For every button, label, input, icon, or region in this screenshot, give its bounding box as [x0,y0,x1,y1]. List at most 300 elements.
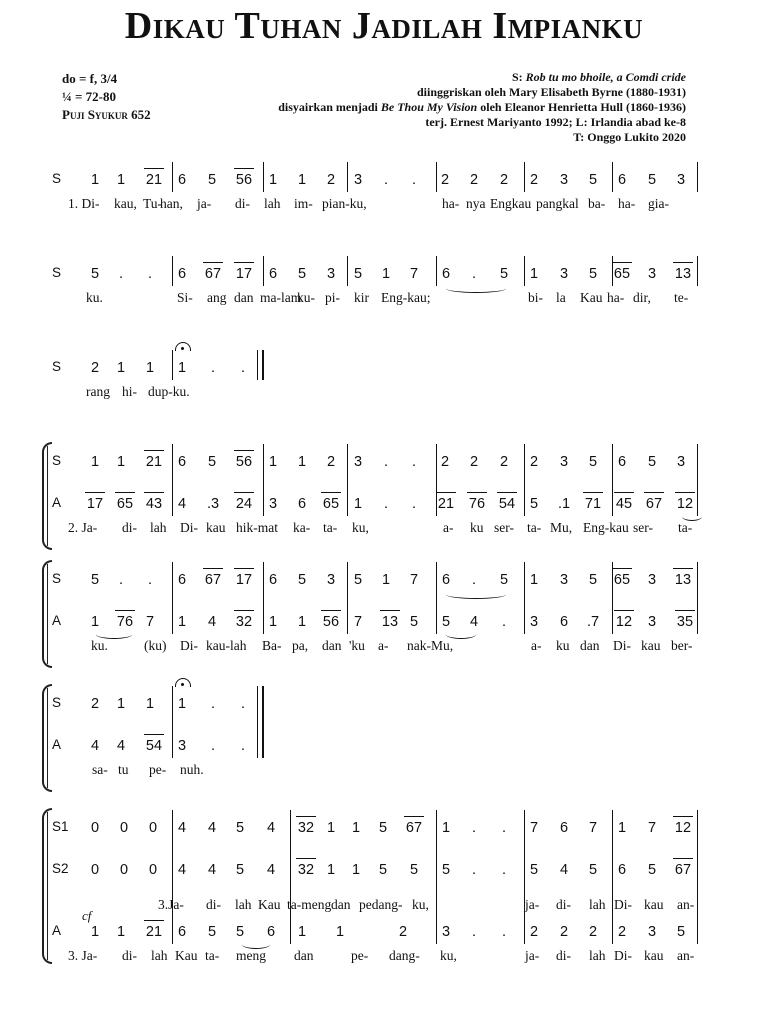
note: 3 [559,266,569,282]
note: . [471,862,477,878]
voice-row [0,168,768,192]
note: 67 [204,266,222,282]
lyric-syllable: kau [641,638,661,653]
note: 6 [268,572,278,588]
note: 1 [145,696,155,712]
note: 1 [116,360,126,376]
note: 5 [297,266,307,282]
beam-line [296,858,316,859]
lyric-syllable: dan [331,897,351,912]
lyric-syllable: dang- [389,948,420,963]
note: 1 [268,172,278,188]
note: 5 [235,820,245,836]
voice-label: A [52,613,62,628]
bar-line [263,444,264,516]
lyric-syllable: pa, [292,638,309,653]
note: 7 [409,266,419,282]
lyric-syllable: ba- [588,196,606,211]
beam-line [497,492,517,493]
lyric-syllable: hi- [122,384,137,399]
bar-line [263,256,264,286]
lyric-syllable: pian-ku, [322,196,367,211]
note: 6 [617,454,627,470]
voice-label: A [52,923,62,938]
bar-line [524,162,525,192]
lyric-syllable: Mu, [550,520,573,535]
lyric-syllable: ku, [352,520,369,535]
beam-line [234,168,254,169]
lyric-syllable: Di- [180,520,198,535]
note: . [210,696,216,712]
lyric-line [0,196,768,216]
beam-line [614,492,634,493]
note: 13 [674,266,692,282]
lyric-syllable: an- [677,948,695,963]
note: 4 [207,862,217,878]
lyric-syllable: di- [235,196,250,211]
lyric-syllable: pe- [351,948,369,963]
note: 1 [529,266,539,282]
note: 67 [405,820,423,836]
note: . [501,924,507,940]
note: 56 [235,454,253,470]
voice-row [0,816,768,840]
note: . [383,172,389,188]
beam-line [115,610,135,611]
lyric-syllable: ku. [91,638,108,653]
note: 1 [297,924,307,940]
note: 5 [529,496,539,512]
note: 4 [207,614,217,630]
note: 35 [676,614,694,630]
note: 13 [381,614,399,630]
lyric-syllable: lah [150,520,167,535]
note: 0 [148,820,158,836]
bar-line [612,162,613,192]
lyric-syllable: (ku) [144,638,167,653]
lyric-syllable: kir [354,290,369,305]
beam-line [144,168,164,169]
lyric-line [0,520,768,540]
lyric-line [0,948,768,968]
lyric-syllable: ta- [527,520,542,535]
note: 6 [617,862,627,878]
note: 2 [529,172,539,188]
lyric-syllable: Kau [175,948,198,963]
lyric-syllable: la [556,290,566,305]
song-title: Dikau Tuhan Jadilah Impianku [124,5,644,47]
note: 4 [266,862,276,878]
lyric-syllable: 2. Ja- [68,520,98,535]
note: 3 [441,924,451,940]
beam-line [234,610,254,611]
bar-line [697,810,698,944]
note: 4 [469,614,479,630]
note: 12 [674,820,692,836]
note: 3 [559,572,569,588]
beam-line [675,492,695,493]
note: 2 [529,924,539,940]
fermata-mark [175,342,191,351]
note: 17 [235,572,253,588]
final-barline [257,686,264,758]
note: 6 [617,172,627,188]
voice-label: S [52,453,62,468]
note: 65 [613,572,631,588]
note: 45 [615,496,633,512]
note: . [147,266,153,282]
bar-line [612,256,613,286]
note: 7 [145,614,155,630]
note: 1 [268,614,278,630]
note: 4 [266,820,276,836]
final-barline [257,350,264,380]
lyric-syllable: nya [466,196,486,211]
beam-line [612,568,632,569]
note: 13 [674,572,692,588]
note: 5 [588,862,598,878]
note: 3 [529,614,539,630]
lyric-syllable: hik-mat [236,520,278,535]
note: 1 [326,820,336,836]
note: 6 [441,572,451,588]
voice-row [0,568,768,592]
note: 6 [177,266,187,282]
lyric-syllable: ha- [442,196,460,211]
lyric-syllable: 3.Ja- [158,897,184,912]
lyric-syllable: 'ku [349,638,365,653]
note: 2 [90,360,100,376]
note: 1 [335,924,345,940]
note: 12 [615,614,633,630]
beam-line [673,816,693,817]
beam-line [321,610,341,611]
credit-prefix: S: [511,70,526,84]
voice-label: A [52,495,62,510]
voice-label: S [52,571,62,586]
note: 2 [440,454,450,470]
note: 32 [297,862,315,878]
beam-line [234,450,254,451]
beam-line [673,568,693,569]
note: . [471,820,477,836]
note: 5 [588,172,598,188]
note: 5 [235,862,245,878]
lyric-syllable: Si- [177,290,193,305]
fermata-mark [175,678,191,687]
note: 3 [647,924,657,940]
note: 65 [116,496,134,512]
lyric-syllable: nuh. [180,762,204,777]
bar-line [524,444,525,516]
note: 3 [353,172,363,188]
note: 4 [177,820,187,836]
credit-line-2: diinggriskan oleh Mary Elisabeth Byrne (1880-1931) [416,85,686,99]
lyric-syllable: meng [236,948,266,963]
note: 1 [116,924,126,940]
lyric-syllable: ku [470,520,484,535]
beam-line [673,262,693,263]
lyric-syllable: ka- [293,520,311,535]
lyric-syllable: nak-Mu, [407,638,454,653]
voice-row [0,356,768,380]
bar-line [172,810,173,944]
note: 17 [235,266,253,282]
lyric-syllable: di- [556,948,571,963]
song-info [62,70,151,124]
note: 43 [145,496,163,512]
english-title: Be Thou My Vision [380,100,478,114]
credit-prefix: disyairkan menjadi [278,100,381,114]
lyric-syllable: dir, [633,290,651,305]
note: 6 [177,172,187,188]
beam-line [673,858,693,859]
note: 5 [90,266,100,282]
voice-row [0,734,768,758]
note: 5 [499,266,509,282]
slur-mark [446,284,506,293]
note: 4 [559,862,569,878]
lyric-syllable: Di- [614,948,632,963]
note: 21 [145,172,163,188]
note: 2 [326,172,336,188]
note: 2 [326,454,336,470]
note: 21 [145,454,163,470]
note: . [118,266,124,282]
beam-line [614,610,634,611]
note: 6 [177,454,187,470]
lyric-syllable: lah [264,196,281,211]
bar-line [263,162,264,192]
bar-line [347,562,348,634]
bar-line [524,562,525,634]
note: 5 [647,454,657,470]
note: 4 [177,496,187,512]
note: . [471,924,477,940]
note: 17 [86,496,104,512]
note: 67 [204,572,222,588]
note: . [501,614,507,630]
note: 7 [529,820,539,836]
lyric-syllable: ku [556,638,570,653]
lyric-syllable: pe- [149,762,167,777]
lyric-line [0,384,768,404]
bar-line [612,810,613,944]
slur-mark [682,512,702,521]
beam-line [203,568,223,569]
lyric-syllable: te- [674,290,689,305]
note: 2 [469,172,479,188]
lyric-syllable: lah [589,897,606,912]
note: 7 [353,614,363,630]
note: 1 [351,820,361,836]
note: .3 [206,496,220,512]
note: 6 [266,924,276,940]
lyric-syllable: kau [206,520,226,535]
beam-line [612,262,632,263]
note: . [411,454,417,470]
note: . [383,454,389,470]
bar-line [172,444,173,516]
note: 1 [381,572,391,588]
lyric-syllable: a- [443,520,454,535]
note: .7 [586,614,600,630]
lyric-syllable: dan [322,638,342,653]
tempo-marking: ¼ = 72-80 [62,89,116,104]
note: 1 [441,820,451,836]
note: 5 [441,614,451,630]
note: 5 [409,614,419,630]
note: 1 [297,454,307,470]
bar-line [436,256,437,286]
lyric-syllable: sa- [92,762,108,777]
note: 12 [676,496,694,512]
bar-line [436,562,437,634]
note: 5 [441,862,451,878]
note: 1 [617,820,627,836]
lyric-syllable: lah [151,948,168,963]
beam-line [467,492,487,493]
note: . [501,862,507,878]
note: 3 [676,172,686,188]
note: 3 [559,454,569,470]
note: 4 [207,820,217,836]
note: 7 [588,820,598,836]
note: 2 [529,454,539,470]
note: 32 [297,820,315,836]
note: 0 [90,862,100,878]
bar-line [172,256,173,286]
note: 6 [559,820,569,836]
lyric-line-middle [0,897,768,917]
note: 6 [297,496,307,512]
note: 7 [409,572,419,588]
beam-line [234,262,254,263]
lyric-syllable: dan [294,948,314,963]
bar-line [524,810,525,944]
note: 3 [326,266,336,282]
beam-line [144,450,164,451]
lyric-syllable: di- [556,897,571,912]
note: . [411,172,417,188]
beam-line [380,610,400,611]
note: 2 [499,172,509,188]
credit-line-4: terj. Ernest Mariyanto 1992; L: Irlandia abad ke-8 [425,115,686,129]
lyric-syllable: ber- [671,638,693,653]
bar-line [347,256,348,286]
note: 67 [645,496,663,512]
lyric-syllable: gia- [648,196,669,211]
lyric-line [0,290,768,310]
lyric-syllable: han, [160,196,183,211]
lyric-syllable: Kau [580,290,603,305]
note: 5 [588,266,598,282]
voice-label: S [52,265,62,280]
note: 1 [116,172,126,188]
note: 5 [235,924,245,940]
lyric-syllable: ang [207,290,227,305]
note: . [210,360,216,376]
note: 2 [398,924,408,940]
voice-label: S2 [52,861,69,876]
credit-line-1 [278,70,686,85]
note: 3 [177,738,187,754]
note: 6 [177,572,187,588]
note: 6 [268,266,278,282]
lyric-syllable: ha- [618,196,636,211]
note: 2 [440,172,450,188]
lyric-syllable: ta- [323,520,338,535]
note: 76 [116,614,134,630]
voice-row [0,692,768,716]
note: 2 [469,454,479,470]
bar-line [172,686,173,758]
lyric-syllable: Di- [613,638,631,653]
note: 2 [559,924,569,940]
bar-line [697,256,698,286]
note: 4 [116,738,126,754]
note: 54 [145,738,163,754]
note: 32 [235,614,253,630]
credit-line-3 [278,100,686,115]
slur-mark [446,590,506,599]
note: 2 [617,924,627,940]
beam-line [644,492,664,493]
note: 2 [90,696,100,712]
lyric-syllable: lah [589,948,606,963]
lyric-syllable: Kau [258,897,281,912]
note: 4 [90,738,100,754]
voice-row [0,492,768,516]
note: 3 [326,572,336,588]
note: 5 [378,820,388,836]
note: 5 [588,454,598,470]
beam-line [436,492,456,493]
note: 5 [378,862,388,878]
note: 3 [676,454,686,470]
lyric-syllable: di- [206,897,221,912]
lyric-syllable: dan [234,290,254,305]
note: 67 [674,862,692,878]
lyric-syllable: Ba- [262,638,282,653]
note: 5 [588,572,598,588]
note: . [471,266,477,282]
note: 3 [268,496,278,512]
note: 1 [529,572,539,588]
note: 1 [177,614,187,630]
note: 0 [90,820,100,836]
bar-line [524,256,525,286]
note: 3 [647,266,657,282]
slur-mark [96,630,132,639]
note: 5 [207,454,217,470]
lyric-syllable: Tu- [143,196,163,211]
voice-row [0,920,768,944]
note: 3 [647,572,657,588]
note: . [147,572,153,588]
note: 1 [268,454,278,470]
lyric-syllable: ma-lam [260,290,302,305]
lyric-syllable: an- [677,897,695,912]
slur-mark [242,940,270,949]
note: 21 [145,924,163,940]
note: 5 [529,862,539,878]
note: 1 [116,696,126,712]
lyric-syllable: ku, [440,948,457,963]
note: 1 [381,266,391,282]
note: 5 [90,572,100,588]
voice-row [0,450,768,474]
